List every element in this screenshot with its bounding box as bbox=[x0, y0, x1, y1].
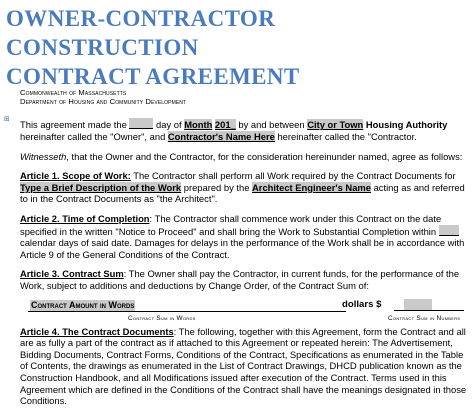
agency-header bbox=[20, 88, 470, 106]
work-description-field[interactable]: Type a Brief Description of the Work bbox=[20, 181, 182, 193]
contract-sum-line bbox=[20, 298, 470, 320]
article-3-text: : The Owner shall pay the Contractor, in current funds, for the performance of the Work, subject to additions and deductions by Change Order, of the Contract Sum of: bbox=[20, 268, 460, 291]
sum-numbers-underline bbox=[394, 310, 464, 311]
contract-sum-numbers-caption: Contract Sum in Numbers bbox=[388, 314, 461, 322]
document-title bbox=[6, 4, 472, 91]
document-title-line-1: OWNER-CONTRACTOR CONSTRUCTION bbox=[6, 6, 276, 60]
preamble-text: by and between bbox=[235, 119, 308, 131]
article-4-heading: Article 4. The Contract Documents bbox=[20, 325, 174, 337]
article-1-text: The Contractor shall perform all Work required by the Contract Documents for bbox=[130, 170, 456, 182]
article-2-heading: Article 2. Time of Completion bbox=[20, 212, 150, 224]
month-field[interactable]: Month bbox=[184, 119, 213, 131]
agency-line-1: Commonwealth of Massachusetts bbox=[20, 88, 127, 97]
contractor-name-field[interactable]: Contractor's Name Here bbox=[167, 131, 275, 142]
preamble-text: hereinafter called the "Contractor. bbox=[274, 131, 417, 142]
article-2-text: : The Contractor shall commence work under this Contract on the date specified in the written "Notice to Proceed" and shall bring the Work to Substantial Completion within bbox=[20, 212, 442, 237]
agency-line-2: Department of Housing and Community Development bbox=[20, 97, 187, 107]
move-handle-icon[interactable]: ⊞ bbox=[4, 115, 10, 123]
calendar-days-blank-field[interactable] bbox=[439, 225, 459, 236]
sum-words-underline bbox=[28, 311, 346, 312]
article-4-paragraph bbox=[20, 326, 470, 407]
preamble-text: hereinafter called the "Owner", and bbox=[20, 131, 168, 142]
witnesseth-text: , that the Owner and the Contractor, for the consideration hereinunder named, agree as follows: bbox=[66, 150, 463, 162]
contract-amount-words-field[interactable]: Contract Amount in Words bbox=[31, 299, 135, 310]
article-3-heading: Article 3. Contract Sum bbox=[20, 268, 124, 280]
preamble-paragraph bbox=[20, 118, 470, 142]
witnesseth-paragraph bbox=[20, 151, 470, 163]
day-blank-field[interactable] bbox=[129, 118, 153, 129]
contract-amount-numbers-field[interactable] bbox=[404, 299, 432, 310]
dollars-label: dollars $ bbox=[342, 298, 382, 310]
article-2-paragraph bbox=[20, 213, 470, 260]
preamble-text: This agreement made the bbox=[20, 119, 130, 131]
year-field[interactable]: 201_ bbox=[214, 119, 236, 131]
document-title-line-2: CONTRACT AGREEMENT bbox=[6, 64, 300, 89]
article-2-text: calendar days of said date. Damages for delays in the performance of the Work shall be in accordance with Article 9 of the General Conditions of the Contract. bbox=[20, 237, 465, 260]
document-body bbox=[20, 88, 470, 407]
housing-authority-label: Housing Authority bbox=[365, 119, 448, 131]
witnesseth-lead: Witnesseth bbox=[20, 150, 67, 162]
article-4-text: : The following, together with this Agreement, form the Contract and all are as fully a part of the contract as if attached to this Agreement or repeated herein: The Advertisement, Bidding Documents, Contract Forms, Conditions of the Contract, Specifications as enumerated in the Table of Contents, the drawings as enumerated in the List of Contract Drawings, DHCD publication known as the Construction Handbook, and all Modifications issued after execution of the Contract. Terms used in this Agreement which are defined in the Conditions of the Contract shall have the meanings designated in those Conditions. bbox=[20, 325, 467, 407]
contract-sum-words-caption: Contract Sum in Words bbox=[128, 314, 196, 322]
article-3-paragraph bbox=[20, 268, 470, 291]
city-field[interactable]: City or Town bbox=[307, 119, 364, 131]
article-1-text: prepared by the bbox=[181, 181, 253, 193]
article-1-paragraph bbox=[20, 170, 470, 205]
article-1-text: acting as and referred to in the Contract Documents as "the Architect". bbox=[20, 181, 465, 205]
architect-name-field[interactable]: Architect Engineer's Name bbox=[252, 181, 371, 193]
article-1-heading: Article 1. Scope of Work: bbox=[20, 170, 131, 182]
preamble-text: day of bbox=[153, 119, 185, 131]
